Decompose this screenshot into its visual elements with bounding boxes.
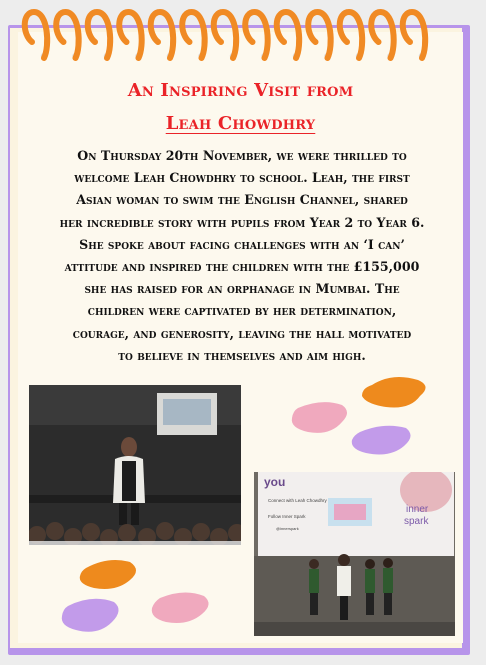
brush-pink-left <box>152 592 209 623</box>
brand-bottom: spark <box>404 516 429 527</box>
body-line: to believe in themselves and aim high. <box>118 347 366 363</box>
slide-line-2: Follow Inner Spark <box>268 514 306 519</box>
body-line: Asian woman to swim the English Channel, shared <box>76 192 408 208</box>
brush-orange-right <box>362 377 426 408</box>
slide-handle: @innerspark <box>276 526 299 531</box>
body-line: courage, and generosity, leaving the hall motivated <box>72 325 412 341</box>
brush-orange-left <box>80 560 136 589</box>
heading-line-2: Leah Chowdhry <box>165 113 316 134</box>
body-line: On Thursday 20th November, we were thrilled to <box>77 148 407 163</box>
body-line: her incredible story with pupils from Year 2 to Year 6. <box>59 214 425 230</box>
body-line: welcome Leah Chowdhry to school. Leah, the first <box>74 170 410 186</box>
body-line: children were captivated by her determination, <box>87 303 397 319</box>
slide-word: you <box>264 475 286 489</box>
body-line: attitude and inspired the children with the £155,000 <box>64 259 420 275</box>
brand-top: inner <box>406 504 429 515</box>
brush-pink-right <box>292 402 347 433</box>
body-line: she has raised for an orphanage in Mumbai. The <box>84 281 400 297</box>
slide-line-1: Connect with Leah Chowdhry <box>268 498 327 503</box>
body-line: She spoke about facing challenges with an ‘I can’ <box>79 236 405 252</box>
brush-purple-left <box>62 599 119 632</box>
heading-line-1: An Inspiring Visit from <box>127 80 354 101</box>
brush-purple-right <box>352 426 411 455</box>
